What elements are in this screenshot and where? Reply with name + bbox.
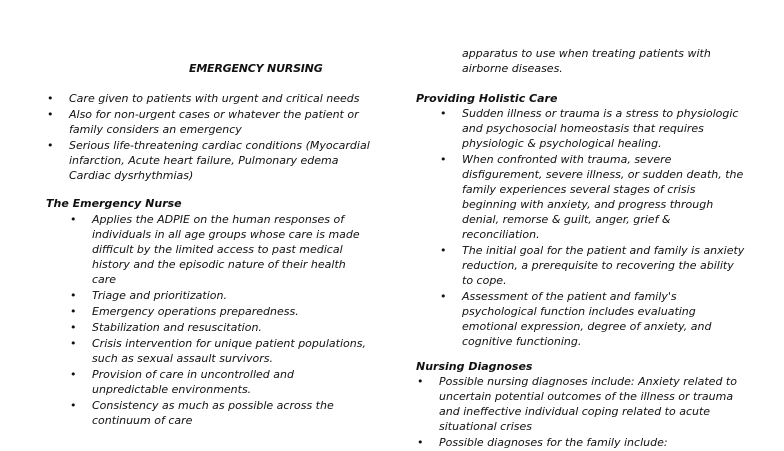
emergency-nurse-list	[46, 212, 366, 429]
list-item: • Possible nursing diagnoses include: Anxiety related to uncertain potential outcomes of the illness or trauma and ineffective individual coping related to acute situational crises	[416, 374, 738, 434]
section-heading-holistic-care: Providing Holistic Care	[416, 92, 558, 105]
intro-list	[46, 91, 371, 184]
list-item: • Also for non-urgent cases or whatever the patient or family considers an emergency	[46, 107, 371, 137]
list-item: • Possible diagnoses for the family include:	[416, 435, 738, 450]
nursing-diagnoses-list	[416, 374, 738, 451]
continuation-text: apparatus to use when treating patients with airborne diseases.	[462, 47, 711, 75]
list-item: • Sudden illness or trauma is a stress to physiologic and psychosocial homeostasis that requires physiologic & psychological healing.	[416, 106, 746, 151]
list-item: • Triage and prioritization.	[46, 288, 366, 303]
list-item: • Assessment of the patient and family's psychological function includes evaluating emotional expression, degree of anxiety, and cognitive functioning.	[416, 289, 746, 349]
section-heading-emergency-nurse: The Emergency Nurse	[46, 197, 182, 210]
list-item: • The initial goal for the patient and family is anxiety reduction, a prerequisite to recovering the ability to cope.	[416, 243, 746, 288]
list-item: • Stabilization and resuscitation.	[46, 320, 366, 335]
list-item: • Emergency operations preparedness.	[46, 304, 366, 319]
list-item: • Care given to patients with urgent and critical needs	[46, 91, 371, 106]
list-item: • Serious life-threatening cardiac conditions (Myocardial infarction, Acute heart failure, Pulmonary edema Cardiac dysrhythmias)	[46, 138, 371, 183]
list-item: • Provision of care in uncontrolled and unpredictable environments.	[46, 367, 366, 397]
list-item: • When confronted with trauma, severe disfigurement, severe illness, or sudden death, the family experiences several stages of crisis beginning with anxiety, and progress through denial, remorse & guilt, anger, grief & reconciliation.	[416, 152, 746, 242]
section-heading-nursing-diagnoses: Nursing Diagnoses	[416, 360, 533, 373]
holistic-care-list	[416, 106, 746, 350]
list-item: • Applies the ADPIE on the human responses of individuals in all age groups whose care is made difficult by the limited access to past medical history and the episodic nature of their health care	[46, 212, 366, 287]
list-item: • Consistency as much as possible across the continuum of care	[46, 398, 366, 428]
page-title: EMERGENCY NURSING	[189, 62, 323, 75]
list-item: • Crisis intervention for unique patient populations, such as sexual assault survivors.	[46, 336, 366, 366]
